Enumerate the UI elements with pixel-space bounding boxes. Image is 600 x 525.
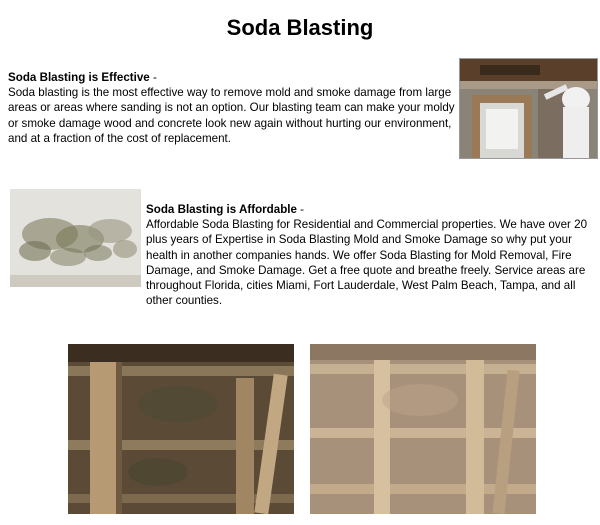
page-title: Soda Blasting [226, 15, 374, 40]
photo-moldy-wall [10, 189, 141, 287]
section-affordable [146, 202, 596, 308]
photo-worker-blasting [459, 58, 598, 159]
photo-moldy-joists [68, 344, 294, 514]
section-affordable-separator: - [296, 203, 305, 216]
section-effective-separator: - [149, 71, 157, 84]
section-effective-body: Soda blasting is the most effective way to remove mold and smoke damage from large areas or areas where sanding is not an option. Our blasting team can make your moldy or smoke damage wood and concrete look new again without hurting our environment, and at a fraction of the cost of replacement. [8, 86, 455, 145]
section-effective-heading: Soda Blasting is Effective [8, 71, 150, 84]
section-affordable-heading: Soda Blasting is Affordable [146, 203, 297, 216]
section-affordable-body: Affordable Soda Blasting for Residential and Commercial properties. We have over 20 plus years of Expertise in Soda Blasting Mold and Smoke Damage so why put your health in another companies hands. We offer Soda Blasting for Mold Removal, Fire Damage, and Smoke Damage. Get a free quote and breathe freely. Service areas are throughout Florida, cities Miami, Fort Lauderdale, West Palm Beach, Tampa, and all other counties. [146, 218, 588, 308]
photo-clean-joists [310, 344, 536, 514]
section-effective [8, 70, 458, 146]
